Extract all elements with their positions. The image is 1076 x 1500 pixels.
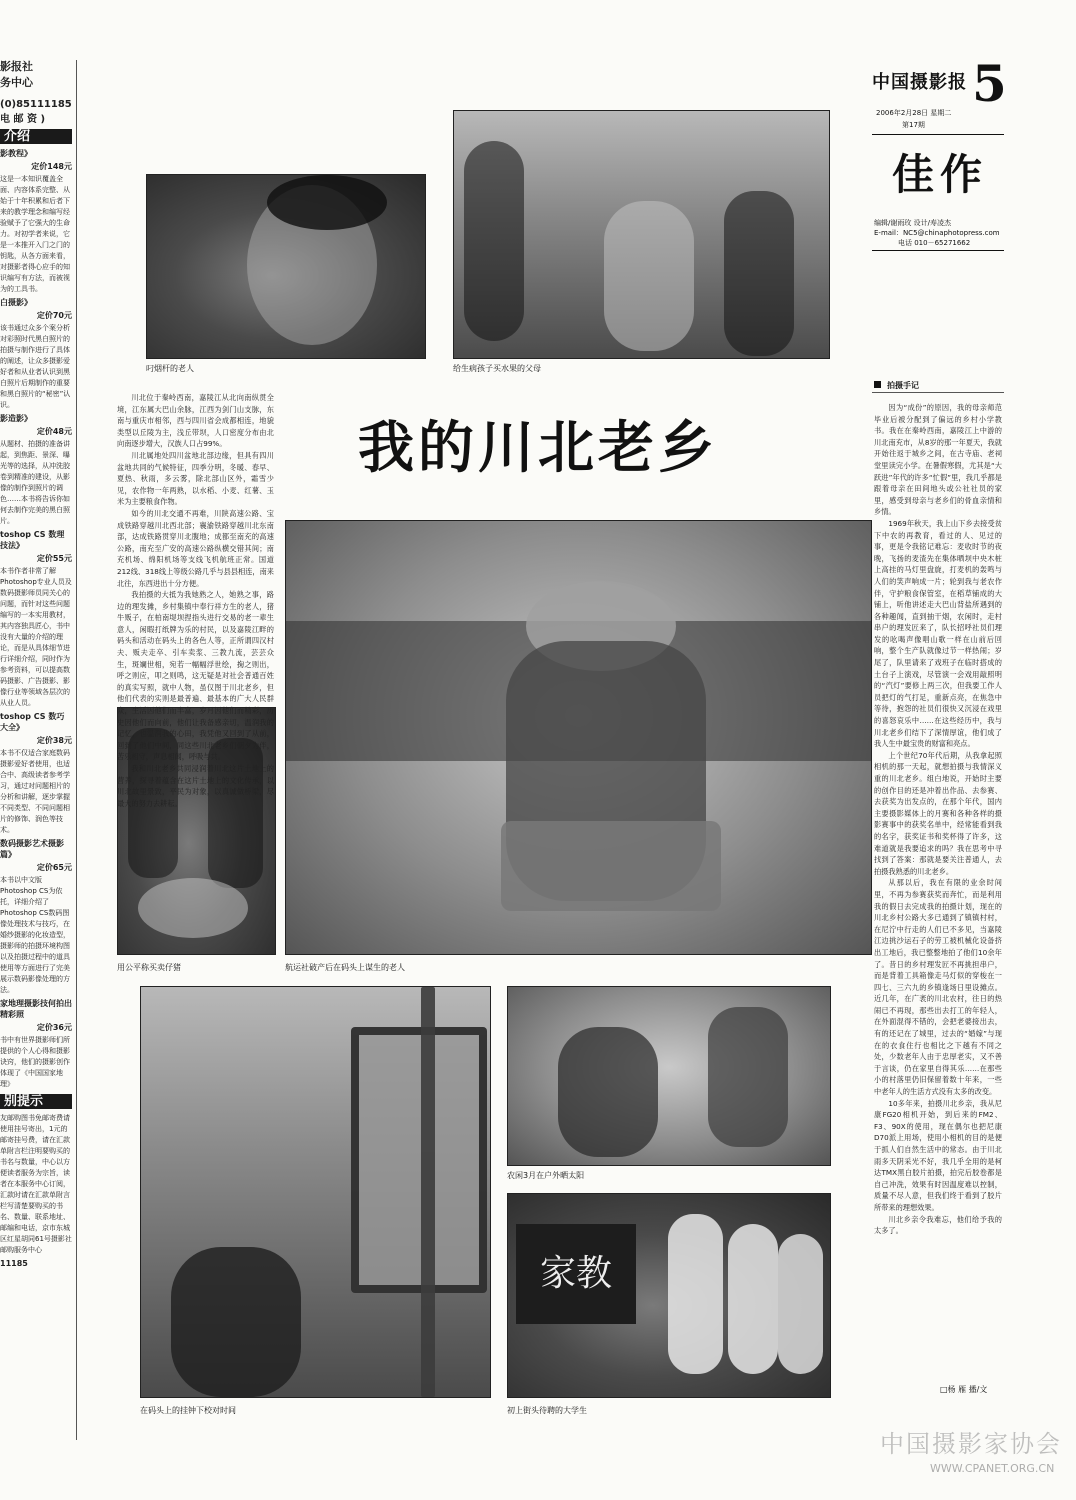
photo-dock-old-man: [285, 520, 872, 955]
byline: □杨 雁 播/文: [940, 1385, 988, 1394]
photo-sunbathing: [507, 986, 831, 1166]
photo-dock-clock: [140, 986, 491, 1398]
strip-book-text: 这是一本知识覆盖全面、内容体系完整、从始于十年积累和后者下来的教学理念和编写经验赋予了它强大的生命力。对初学者来说，它是一本推开入门之门的钥匙，从各方面来看，对摄影者得心应手的知识编写有方法，而被视为的工具书。: [0, 175, 70, 293]
photo-caption: 航运社破产后在码头上谋生的老人: [285, 963, 405, 972]
paragraph: 上个世纪70年代后期，从我拿起照相机的那一天起，就想拍摄与我情深义重的川北老乡。组白地说，开始时主要的创作目的还是冲着出作品、去参赛、去获奖为出发点的，在那个年代，国内主要摄影媒体上的月赛和各种各样的摄影赛事中的获奖名单中，经常能看到我的名字，获奖证书和奖杯得了许多，这难道就是我要追求的吗？我在思考中寻找到了答案：那就是要关注普通人，去拍摄我熟悉的川北老乡。: [874, 750, 1002, 876]
strip-book-list: [0, 148, 72, 1090]
paragraph: 我和川北老乡共同浸润着川北这片土地上的营养，探寻着蕴含在这片土地上的文化传承，以川北故里景致，平民为对象，以真诚做桥梁，尽最大的努力去耕耘。: [117, 764, 274, 808]
strip-book-text: 本书作者非常了解Photoshop专业人员及数码摄影师员同关心的问题，而针对这些问题编写的一本实用教材，其内容独具匠心，书中没有大量的介绍的理论，而是从具体细节进行详细介绍，同时作为参考资料，可以提高数码摄影、广告摄影、影像行业等领域各层次的从业人员。: [0, 567, 72, 707]
notes-heading-text: 拍摄手记: [887, 381, 919, 390]
strip-line: (0)85111185: [0, 99, 72, 110]
paragraph: 从那以后，我在有限的业余时间里，不再为参赛获奖而奔忙，而是利用我的假日去完成我的拍摄计划，现在的川北乡村公路大多已通到了镇镇村村，在尼泞中行走的人们已不多见，当嘉陵江边挑沙运石子的劳工被机械化设备挤出工地后，我已整整地拍了他们10余年了。昔日的乡村理发匠不再挑担串户，而是背着工具箱像走马灯似的穿梭在一四七、三六九的乡镇逢场日里设摊点。近几年，在广袤的川北农村，往日的热闹已不再现，那些出去打工的年轻人，在外面混得不错的，会把老婆接出去，有的还记在了城里，过去的“婚嫁”与现在的衣食住行也相比之下越有不同之处，少数老年人由于忠厚老实，又不善于言谈，仍在家里自得其乐……在那些小的村落里仍旧保留着数十年来，一些中老年人的生活方式没有太多的改变。: [874, 878, 1002, 1097]
blackboard-sign: 家教: [516, 1224, 636, 1324]
strip-divider: [76, 60, 77, 1440]
adjacent-page-strip: [0, 60, 72, 1440]
paragraph: 10多年来，拍摄川北乡亲，我从尼康FG20相机开始，到后来的FM2、F3、90X的使用，现在偶尔也把尼康D70派上用场，使用小相机的目的是便于抓人们自然生活中的常态。由于川北雨多天阴采光不好，我几乎全用的是柯达TMX黑白胶片拍摄，拍完后胶卷都是自己冲洗，效果有时因温度难以控制，质量不尽人意，但我们终于看到了胶片所带来的理想效果。: [874, 1098, 1002, 1212]
headline: 我的川北老乡: [358, 416, 718, 481]
photo-graduates: [507, 1193, 831, 1398]
photo-caption: 用公平称买卖仔猪: [117, 963, 181, 972]
strip-book-text: 从题材、拍摄的准备讲起，到焦距、景深、曝光等的选择，从冲洗胶卷到精准的建设，从影像的制作到照片的调色……本书将告诉你如何去制作完美的黑白照片。: [0, 440, 70, 525]
date-line: 2006年2月28日 星期二: [876, 109, 952, 117]
notes-heading: [874, 380, 919, 391]
photo-parents-fruit: [453, 110, 830, 359]
strip-notice-text: 友邮购图书免邮寄费请使用挂号寄出，1元的邮寄挂号费，请在汇款单附言栏注明要购买的书名与数量，中心以方便读者服务为宗旨，读者在本服务中心订阅，汇款时请在汇款单附言栏写清楚要购买的书名、数量、联系地址、邮编和电话，京市东城区红星胡同61号摄影社邮购服务中心: [0, 1114, 72, 1254]
strip-book-title: toshop CS 数理技法》: [0, 530, 65, 550]
paragraph: 川北乡亲令我难忘，他们给予我的太多了。: [874, 1214, 1002, 1236]
paragraph: 1969年秋天，我上山下乡去接受贫下中农的再教育，看过的人、见过的事，更是令我铭记难忘：麦收时节的夜晚，飞扬的麦渣先在集体晒坝中央木桩上高挂的马灯里盘旋，打麦机的轰鸣与人们的笑声响成一片；轮到我与老农作伴，守护粮食保管室，在稻草铺成的大铺上，听他讲述走大巴山背盐所遇到的各种趣闻，直到抽干烟，农闲时，走村串户的理发匠来了，队长招呼社员们理发的吆喝声像唱山歌一样在山前后回响，整个生产队就像过节一样热闹；岁尾了，队里请来了戏班子在临时搭成的土台子上演戏，尽管演一会戏用敲照明的“汽灯”要修上两三次，但我要工作人员把灯的气打足，重新点亮，在焦急中等待，抱怨的社员们很快又沉浸在戏里的喜怒哀乐中……在这些经历中，我与川北老乡们结下了深情厚谊，他们成了我人生中最宝贵的财富和亮点。: [874, 518, 1002, 749]
strip-line: 电 邮 资 ): [0, 114, 46, 125]
strip-book-title: 影教程》: [0, 149, 32, 158]
photo-caption: 农闲3月在户外晒太阳: [507, 1171, 585, 1180]
notes-text: [874, 402, 1002, 1382]
square-bullet-icon: [874, 381, 881, 388]
watermark-url: WWW.CPANET.ORG.CN: [930, 1462, 1055, 1475]
photo-caption: 叼烟杆的老人: [146, 364, 194, 373]
strip-book-text: 书中有世界摄影师们所提供的个人心得和摄影诀窍，他们的摄影创作体现了《中国国家地理》: [0, 1036, 70, 1088]
photo-caption: 初上街头待聘的大学生: [507, 1406, 587, 1415]
strip-book-price: 定价65元: [36, 863, 72, 872]
photo-caption: 在码头上的挂钟下校对时间: [140, 1406, 236, 1415]
masthead-rule: [872, 134, 1004, 135]
section-title: 佳作: [892, 150, 989, 199]
strip-book-price: 定价38元: [36, 736, 72, 745]
strip-line: 务中心: [0, 76, 33, 89]
strip-book-text: 该书通过众多个案分析对彩照时代黑白照片的拍摄与制作进行了具体的阐述，让众多摄影爱好者和从业者认识到黑白照片后期制作的重要和黑白照片的“秘密”认识。: [0, 324, 71, 409]
strip-book-title: 家地理摄影技何拍出精彩照: [0, 999, 72, 1019]
watermark-logo: 中国摄影家协会: [880, 1430, 1062, 1458]
strip-book-title: 白摄影》: [0, 298, 32, 307]
phone-line: 电话 010－65271662: [898, 239, 971, 247]
paper-name: 中国摄影报: [872, 72, 967, 93]
strip-book-title: toshop CS 数巧大全》: [0, 712, 65, 732]
strip-book-text: 本书不仅适合家庭数码摄影爱好者使用，也适合中、高级读者参考学习，通过对问题相片的分析和讲解，逐步掌握不同类型、不同问题相片的修饰、润色等技术。: [0, 749, 70, 834]
paragraph: 川北位于秦岭西南，嘉陵江从北向南纵贯全境，江东属大巴山余脉，江西为剑门山支脉，东南与重庆市相邻，西与四川省会成都相连，地貌类型以丘陵为主，浅丘带坝，人口密度分布由北向南逐步增大，汉族人口占99%。: [117, 393, 274, 449]
strip-book-price: 定价48元: [36, 427, 72, 436]
intro-text: [117, 392, 274, 808]
strip-book-price: 定价148元: [31, 162, 72, 171]
paragraph: 川北属地处四川盆地北部边缘，但具有四川盆地共同的气候特征，四季分明，冬暖、春早、夏热、秋雨，多云雾，除北部山区外，霜雪少见，农作物一年两熟，以水稻、小麦、红薯、玉米为主要粮食作物。: [117, 450, 274, 507]
notes-rule: [872, 392, 1004, 393]
photo-caption: 给生病孩子买水果的父母: [453, 364, 541, 373]
paragraph: 因为“成份”的原因，我的母亲师范毕业后被分配到了偏远的乡村小学教书。我在在秦岭西南，嘉陵江上中游的川北南充市，从8岁的那一年夏天，我就开始往返于城乡之间，在古寺庙、老祠堂里读完小学。在暑假寒假，尤其是“大跃进”年代的许多“忙假”里，我几乎都是跟着母亲在田间地头或公社社员的家里，感受到母亲与老乡们的骨血亲情和乡情。: [874, 403, 1002, 517]
photo-old-man-pipe: [146, 174, 426, 359]
masthead-rule: [872, 250, 1004, 251]
strip-bar-intro: 介绍: [0, 129, 72, 144]
email-line: E-mail：NC5@chinaphotopress.com: [874, 229, 1000, 237]
strip-book-title: 影造影》: [0, 414, 32, 423]
issue-number: 第17期: [902, 121, 925, 129]
strip-bar-notice: 别提示: [0, 1094, 72, 1109]
strip-book-price: 定价70元: [36, 311, 72, 320]
strip-book-price: 定价36元: [36, 1023, 72, 1032]
page-number: 5: [972, 54, 1007, 113]
paragraph: 我拍摄的大抵为我她熟之人，她熟之事，路边的理发摊，乡村集镇中奉行祥方生的老人，猪牛贩子，在柏南堤坝捏指头进行交易的老一辈生意人，闲暇打纸牌为乐的村民，以及嘉陵江畔的码头和活动在码头上的各色人等，正所谓四汉村夫、贩夫走卒、引车卖浆、三教九流，芸芸众生，斑斓世相，宛若一幅幅浮世绘，掬之则出，呼之则应，叩之则鸣，这无疑是对社会普通百姓的真实写照，就中人物，虽仅图于川北老乡，但他们代表的实则是最普遍、最基本的广大人民群众，生活因他们而丰富，岁月因他们而精彩，历史因他们而向前，他们让我备感亲切，温润我的记忆，也温润我的心田，我凭他又回到了从前，回到了他们中间，同这些川北老乡们朝夕为伴，苦乐相守，声息相闻，呼吸与共。: [117, 590, 274, 762]
strip-book-text: 本书以中文版Photoshop CS为依托，详细介绍了Photoshop CS数码图像处理技术与技巧，在婚纱摄影的化妆造型，摄影师的拍摄环境构图以及拍摄过程中的道具使用等方面进行了完美展示数码影像处理的方法。: [0, 876, 70, 994]
strip-book-title: 数码摄影艺术摄影篇》: [0, 839, 64, 859]
editor-line: 编辑/谢雨玫 设计/寿凌杰: [874, 219, 951, 227]
strip-bottom-phone: 11185: [0, 1259, 28, 1268]
strip-line: 影报社: [0, 60, 33, 73]
strip-book-price: 定价55元: [36, 554, 72, 563]
paragraph: 如今的川北交通不再难，川陕高速公路、宝成铁路穿越川北西北部；襄渝铁路穿越川北东南部，达成铁路贯穿川北腹地；成都至南充的高速公路，南充至广安的高速公路纵横交错其间；南充机场、绵阳机场等支线飞机航班正常。国道212线、318线上等级公路几乎与县县相连，南来北往，东西进出十分方便。: [117, 508, 274, 588]
